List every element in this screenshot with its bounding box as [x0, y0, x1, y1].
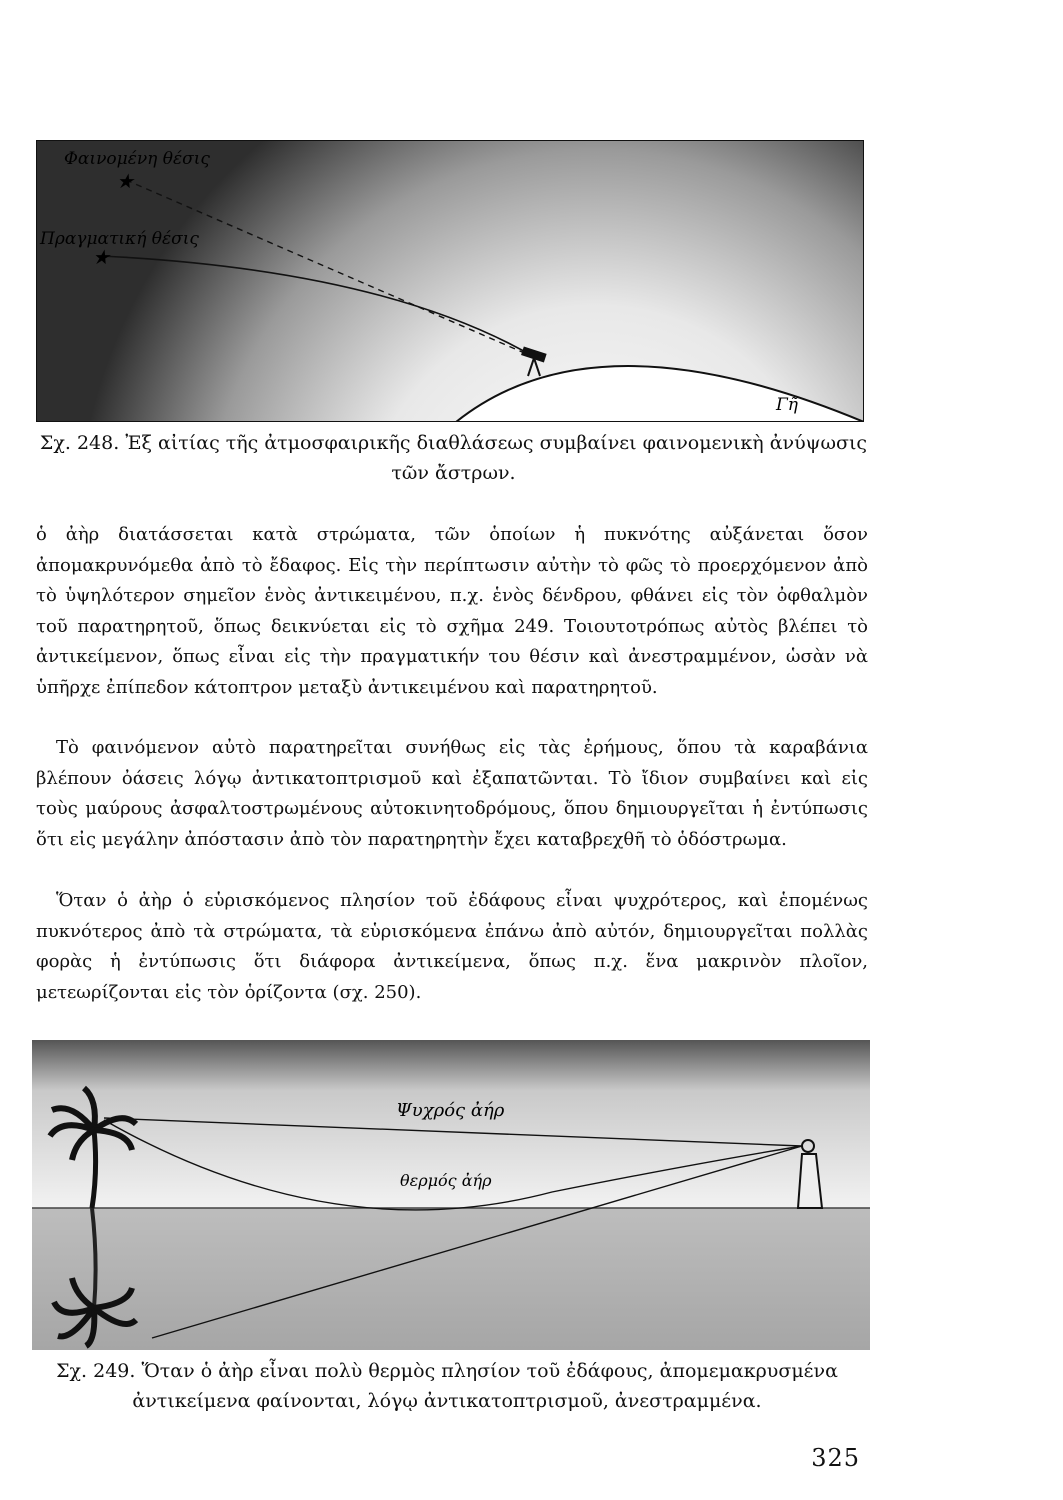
cold-air-label: Ψυχρός ἀήρ — [396, 1100, 505, 1121]
body-paragraph-2: Τὸ φαινόμενον αὐτὸ παρατηρεῖται συνήθως εἰς τὰς ἐρήμους, ὅπου τὰ καραβάνια βλέπουν ὀάσεις λόγῳ ἀντικατοπτρισμοῦ καὶ ἐξαπατῶνται. Τὸ ἴδιον συμβαίνει καὶ εἰς τοὺς μαύρους ἀσφαλτοστρωμένους αὐτοκινητοδρόμους, ὅπου δημιουργεῖται ἡ ἐντύπωσις ὅτι εἰς μεγάλην ἀπόστασιν ἀπὸ τὸν παρατηρητὴν ἔχει καταβρεχθῆ τὸ ὁδόστρωμα. — [36, 737, 868, 850]
body-paragraph-1: ὁ ἀὴρ διατάσσεται κατὰ στρώματα, τῶν ὁποίων ἡ πυκνότης αὐξάνεται ὅσον ἀπομακρυνόμεθα ἀπὸ τὸ ἔδαφος. Εἰς τὴν περίπτωσιν αὐτὴν τὸ φῶς τὸ προερχόμενον ἀπὸ τὸ ὑψηλότερον σημεῖον ἑνὸς ἀντικειμένου, π.χ. ἑνὸς δένδρου, φθάνει εἰς τὸν ὀφθαλμὸν τοῦ παρατηρητοῦ, ὅπως δεικνύεται εἰς τὸ σχῆμα 249. Τοιουτοτρόπως αὐτὸς βλέπει τὸ ἀντικείμενον, ὅπως εἶναι εἰς τὴν πραγματικήν του θέσιν καὶ ἀνεστραμμένον, ὡσὰν νὰ ὑπῆρχε ἐπίπεδον κάτοπτρον μεταξὺ ἀντικειμένου καὶ παρατηρητοῦ. — [36, 524, 868, 698]
apparent-star-icon: ★ — [116, 169, 134, 193]
figure-248-refraction-diagram — [36, 140, 864, 422]
earth-label: Γῆ — [776, 395, 798, 415]
body-paragraph-3: Ὅταν ὁ ἀὴρ ὁ εὑρισκόμενος πλησίον τοῦ ἐδάφους εἶναι ψυχρότερος, καὶ ἑπομένως πυκνότερος ἀπὸ τὰ στρώματα, τὰ εὑρισκόμενα ἐπάνω ἀπὸ αὐτόν, δημιουργεῖται πολλὰς φορὰς ἡ ἐντύπωσις ὅτι διάφορα ἀντικείμενα, ὅπως π.χ. ἕνα μακρινὸν πλοῖον, μετεωρίζονται εἰς τὸν ὁρίζοντα (σχ. 250). — [36, 890, 868, 1003]
ground-background — [32, 1208, 870, 1350]
real-position-label: Πραγματική θέσις — [40, 229, 199, 249]
figure-249-caption-text: Ὅταν ὁ ἀὴρ εἶναι πολὺ θερμὸς πλησίον τοῦ ἐδάφους, ἀπομεμακρυσμένα ἀντικείμενα φαίνονται, λόγῳ ἀντικατοπτρισμοῦ, ἀνεστραμμένα. — [132, 1360, 838, 1412]
warm-air-label: θερμός ἀήρ — [400, 1171, 492, 1190]
figure-248-caption-text: Ἐξ αἰτίας τῆς ἀτμοσφαιρικῆς διαθλάσεως συμβαίνει φαινομενικὴ ἀνύψωσις τῶν ἄστρων. — [125, 432, 868, 484]
page-number: 325 — [811, 1444, 860, 1472]
apparent-position-label: Φαινομένη θέσις — [64, 149, 210, 169]
figure-248-number: Σχ. 248. — [39, 432, 120, 454]
figure-249-mirage-diagram — [32, 1040, 870, 1350]
figure-249-caption — [22, 1356, 872, 1416]
figure-248-caption — [36, 428, 871, 488]
real-star-icon: ★ — [92, 245, 110, 269]
figure-249-number: Σχ. 249. — [56, 1360, 136, 1382]
